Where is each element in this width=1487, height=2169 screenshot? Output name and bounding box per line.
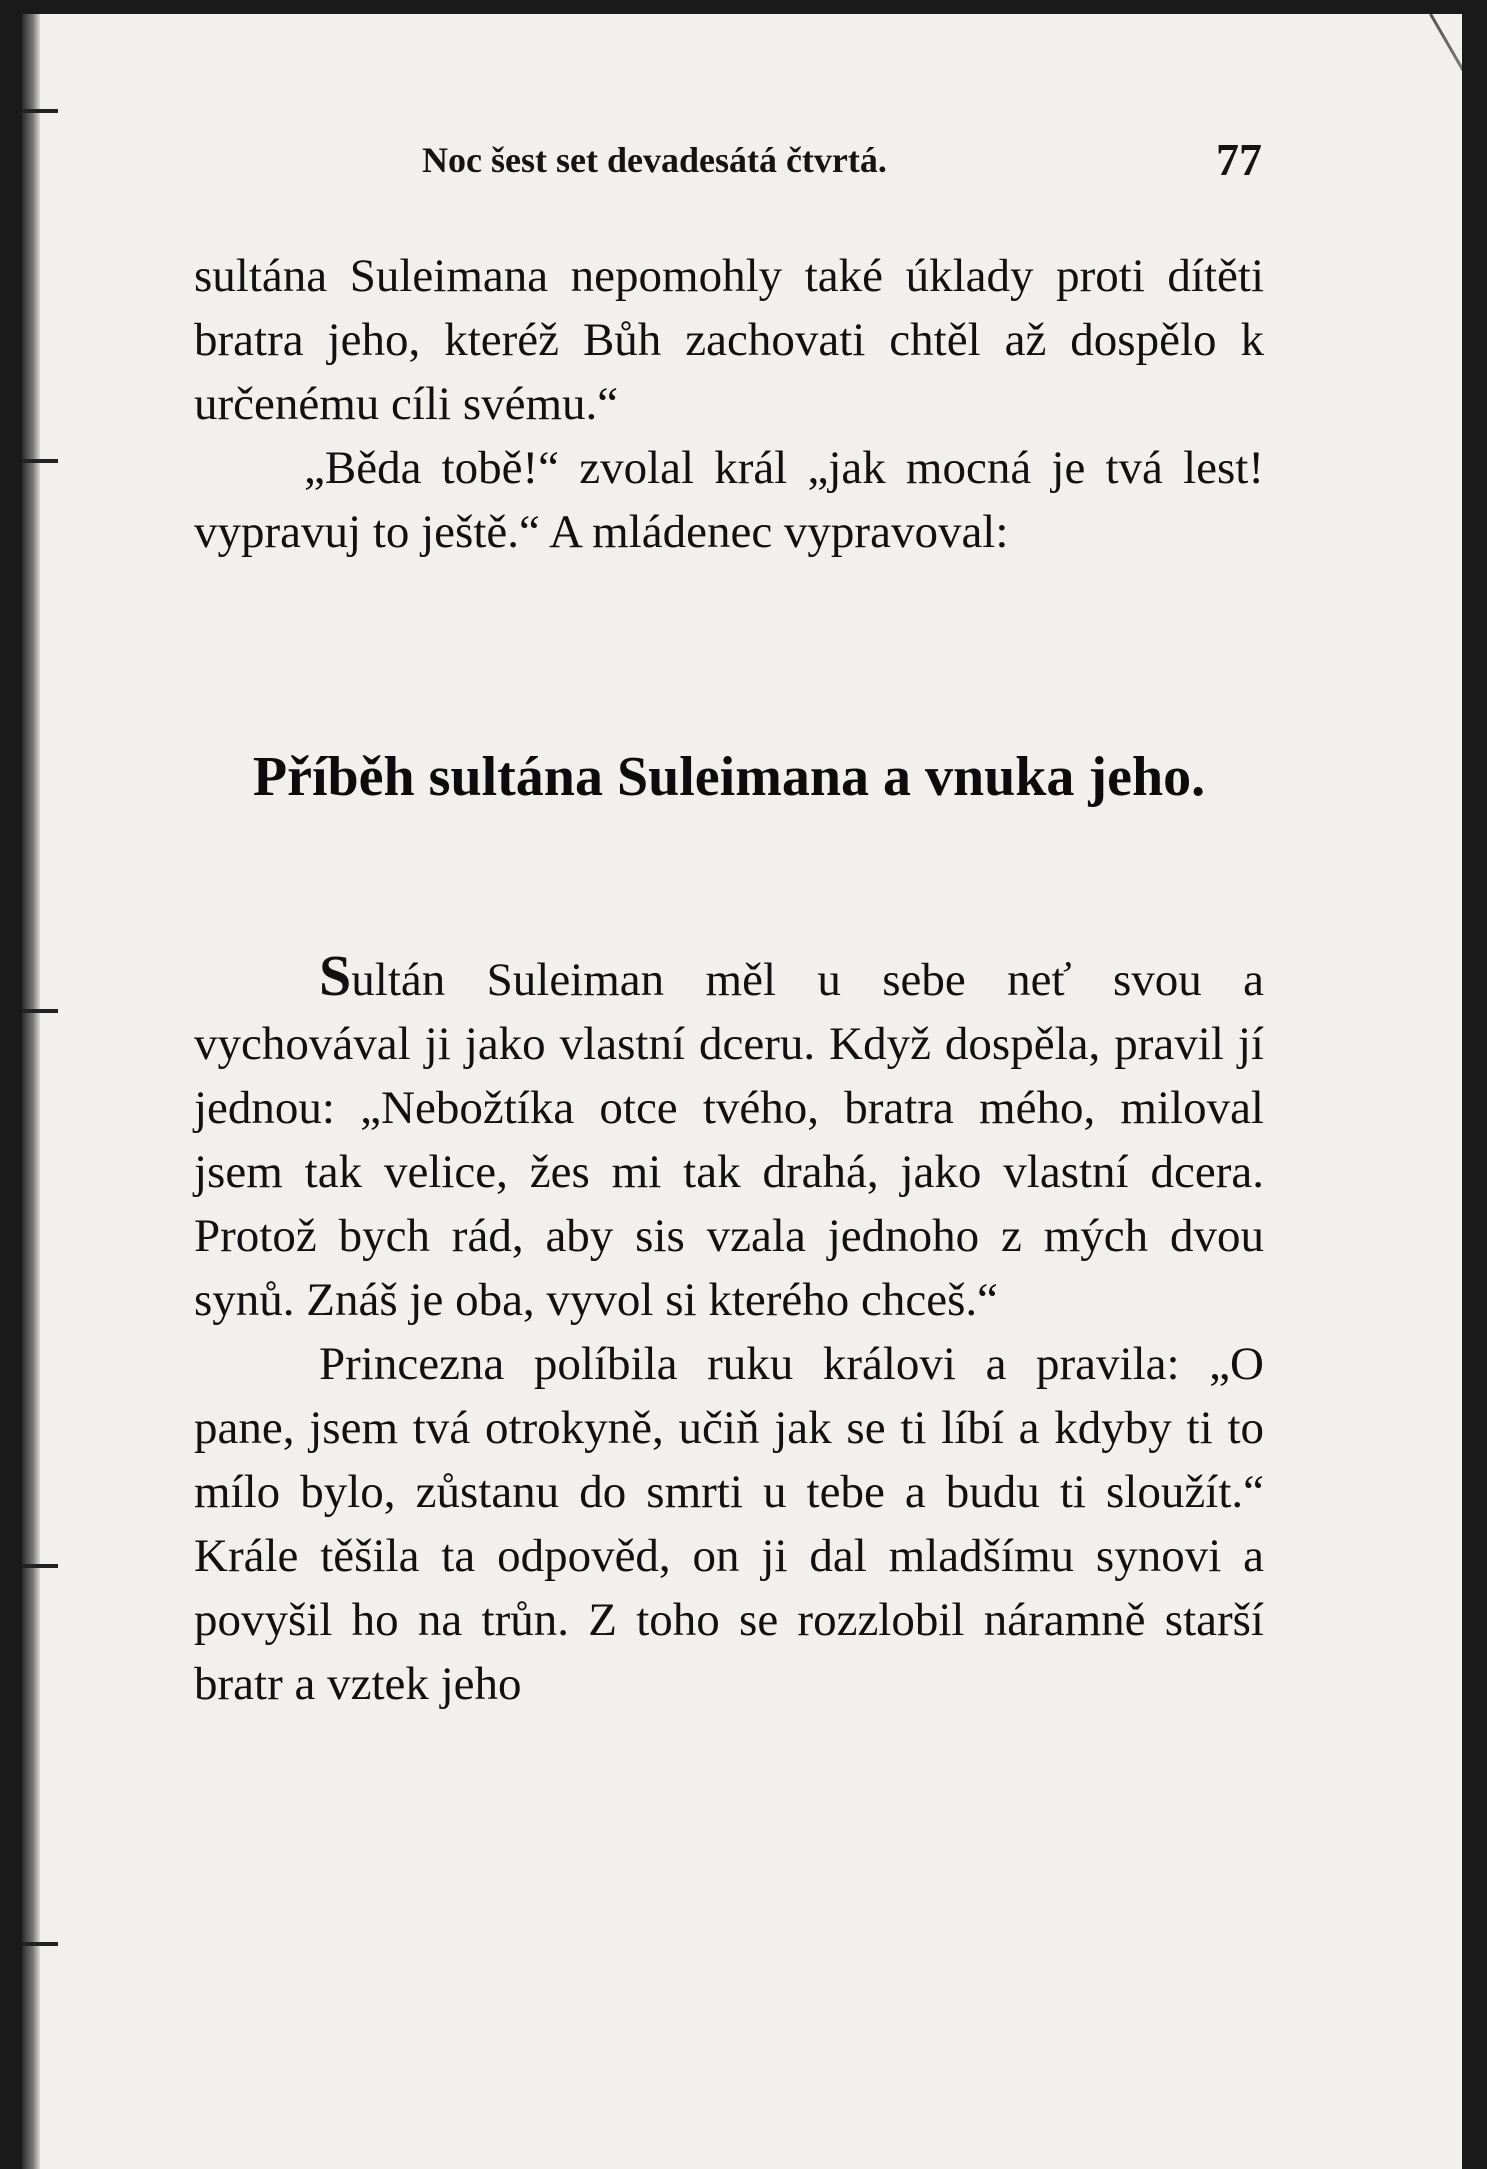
running-header — [422, 134, 1262, 185]
paragraph-text: ultán Suleiman měl u sebe neť svou a vychovával ji jako vlastní dceru. Když dospěla, pravil jí jednou: „Nebožtíka otce tvého, bratra mého, miloval jsem tak velice, žes mi tak drahá, jako vlastní dcera. Protož bych rád, aby sis vzala jednoho z mých dvou synů. Znáš je oba, vyvol si kterého chceš.“ — [194, 954, 1264, 1326]
top-text-block — [194, 244, 1264, 564]
page-corner-crease — [1429, 14, 1462, 249]
story-text-block — [194, 944, 1264, 1716]
page-binding-edge — [22, 14, 40, 2169]
binding-mark — [22, 1564, 58, 1568]
book-page — [22, 14, 1462, 2169]
binding-mark — [22, 1942, 58, 1946]
running-title: Noc šest set devadesátá čtvrtá. — [422, 140, 887, 180]
drop-cap: S — [319, 943, 352, 1008]
paragraph: sultána Suleimana nepomohly také úklady proti dítěti bratra jeho, kteréž Bůh zachovati chtěl až dospělo k určenému cíli svému.“ — [194, 250, 1264, 430]
binding-mark — [22, 109, 58, 113]
page-number: 77 — [1216, 134, 1262, 185]
story-title: Příběh sultána Suleimana a vnuka jeho. — [252, 746, 1206, 808]
binding-mark — [22, 459, 58, 463]
paragraph: Princezna políbila ruku královi a pravila: „O pane, jsem tvá otrokyně, učiň jak se ti líbí a kdyby ti to mílo bylo, zůstanu do smrti u tebe a budu ti sloužít.“ Krále těšila ta odpověd, on ji dal mladšímu synovi a povyšil ho na trůn. Z toho se rozzlobil náramně starší bratr a vztek jeho — [194, 1338, 1264, 1710]
paragraph — [194, 944, 1264, 1332]
binding-mark — [22, 1009, 58, 1013]
paragraph: „Běda tobě!“ zvolal král „jak mocná je tvá lest! vypravuj to ještě.“ A mládenec vypravoval: — [194, 442, 1264, 558]
